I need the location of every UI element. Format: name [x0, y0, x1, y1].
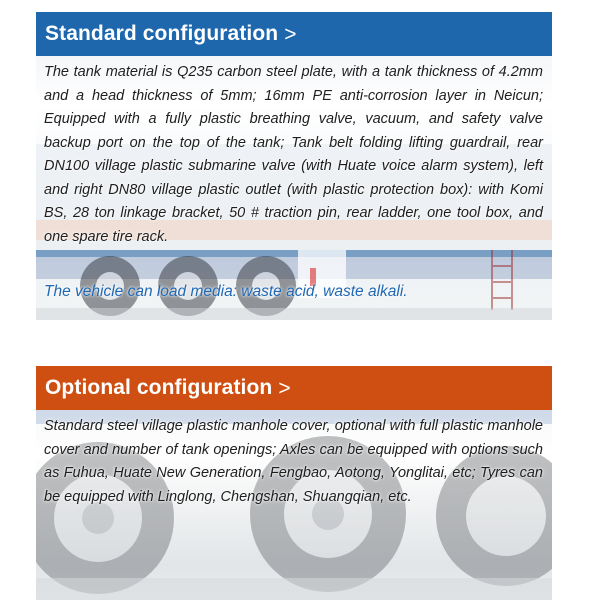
standard-configuration-content [36, 56, 552, 320]
standard-configuration-section [36, 12, 552, 320]
optional-configuration-header [36, 366, 552, 410]
optional-configuration-description: Standard steel village plastic manhole cover, optional with full plastic manhole cover and number of tank openings; Axles can be equipped with options such as Fuhua, Huate New Generation, Fengbao, Aotong, Yonglitai, etc; Tyres can be equipped with Linglong, Chengshan, Shuangqian, etc. [44, 418, 543, 505]
chevron-right-icon: > [284, 22, 297, 46]
standard-configuration-description: The tank material is Q235 carbon steel plate, with a tank thickness of 4.2mm and a head thickness of 5mm; 16mm PE anti-corrosion layer in Neicun; Equipped with a fully plastic breathing valve, vacuum, and safety valve backup port on the top of the tank; Tank belt folding lifting guardrail, rear DN100 village plastic submarine valve (with Huate voice alarm system), left and right DN80 village plastic outlet (with plastic protection box): with Komi BS, 28 ton linkage bracket, 50 # traction pin, rear ladder, one tool box, and one spare tire rack. [44, 64, 543, 245]
vehicle-media-note: The vehicle can load media: waste acid, waste alkali. [44, 283, 408, 300]
optional-configuration-content [36, 410, 552, 600]
chevron-right-icon: > [278, 376, 291, 400]
optional-configuration-section [36, 366, 552, 600]
optional-configuration-title: Optional configuration [45, 376, 273, 399]
standard-configuration-title: Standard configuration [45, 22, 279, 45]
standard-configuration-header [36, 12, 552, 56]
